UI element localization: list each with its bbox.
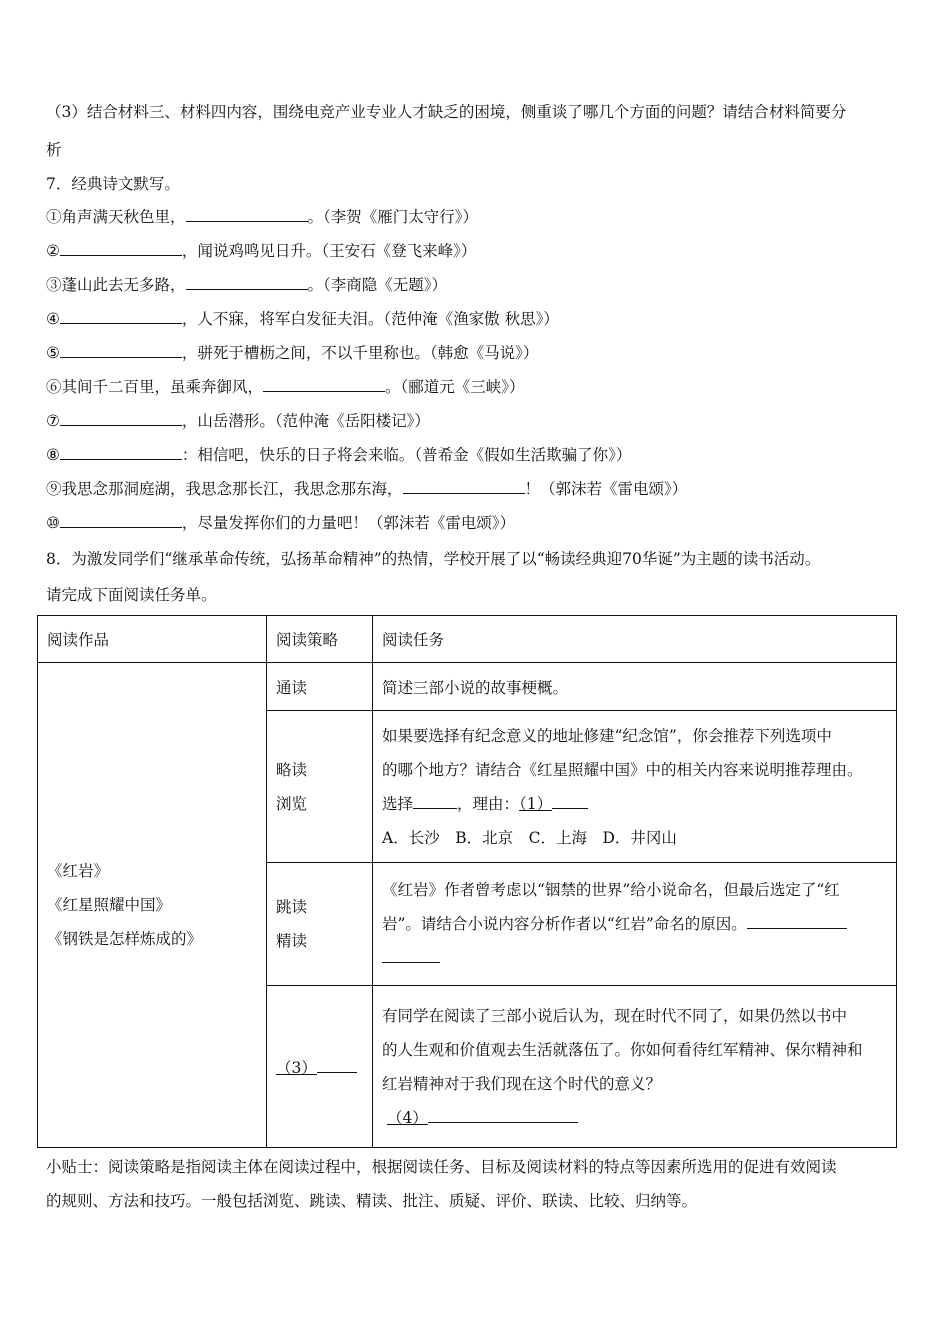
answer-blank[interactable] bbox=[186, 207, 308, 222]
answer-blank[interactable] bbox=[552, 794, 588, 809]
task-text: 有同学在阅读了三部小说后认为，现在时代不同了，如果仍然以书中 bbox=[382, 1006, 848, 1025]
header-task: 阅读任务 bbox=[373, 616, 897, 663]
task-text: 选择 ，理由：（1） bbox=[382, 787, 887, 821]
q6-3-line2: 析 bbox=[46, 141, 62, 159]
work-title: 《钢铁是怎样炼成的》 bbox=[47, 930, 203, 948]
q6-3-line1: （3）结合材料三、材料四内容，围绕电竞产业专业人才缺乏的困境，侧重谈了哪几个方面的问题？请结合材料简要分 bbox=[46, 103, 847, 121]
q8-line1: 8．为激发同学们“继承革命传统，弘扬革命精神”的热情，学校开展了以“畅读经典迎70华诞”为主题的读书活动。 bbox=[46, 550, 821, 568]
answer-blank[interactable] bbox=[263, 377, 385, 392]
header-strategy: 阅读策略 bbox=[267, 616, 373, 663]
q7-item: ⑧ ：相信吧，快乐的日子将会来临。（普希金《假如生活欺骗了你》） bbox=[46, 446, 632, 464]
task-cell bbox=[373, 986, 897, 1148]
strategy-label: 跳读 bbox=[276, 898, 308, 916]
q7-item: ② ，闻说鸡鸣见日升。（王安石《登飞来峰》） bbox=[46, 242, 477, 260]
answer-blank[interactable] bbox=[60, 445, 182, 460]
task-text: 的人生观和价值观去生活就落伍了。你如何看待红军精神、保尔精神和 bbox=[382, 1040, 863, 1059]
answer-blank[interactable] bbox=[747, 914, 847, 929]
header-works: 阅读作品 bbox=[38, 616, 267, 663]
strategy-cell bbox=[267, 711, 373, 863]
strategy-label: 浏览 bbox=[276, 794, 308, 813]
answer-blank[interactable] bbox=[60, 309, 182, 324]
work-title: 《红星照耀中国》 bbox=[47, 896, 172, 914]
q7-item: ⑨我思念那洞庭湖，我思念那长江，我思念那东海， ！（郭沫若《雷电颂》） bbox=[46, 480, 688, 498]
strategy-cell bbox=[267, 986, 373, 1148]
task-text: （4） bbox=[382, 1101, 887, 1135]
q7-item: ①角声满天秋色里， 。（李贺《雁门太守行》） bbox=[46, 208, 479, 226]
answer-blank[interactable] bbox=[60, 411, 182, 426]
task-cell bbox=[373, 711, 897, 863]
reading-task-table bbox=[37, 615, 897, 1148]
answer-blank[interactable] bbox=[186, 275, 308, 290]
task-text: 的哪个地方？请结合《红星照耀中国》中的相关内容来说明推荐理由。 bbox=[382, 760, 863, 779]
task-text: 岩”。请结合小说内容分析作者以“红岩”命名的原因。 bbox=[382, 907, 887, 941]
tip-line1: 小贴士：阅读策略是指阅读主体在阅读过程中，根据阅读任务、目标及阅读材料的特点等因素所选用的促进有效阅读 bbox=[46, 1158, 837, 1176]
task-text: 如果要选择有纪念意义的地址修建“纪念馆”，你会推荐下列选项中 bbox=[382, 726, 832, 745]
task-cell: 简述三部小说的故事梗概。 bbox=[373, 663, 897, 711]
strategy-blank-label: （3） bbox=[276, 1058, 317, 1077]
q7-title: 7．经典诗文默写。 bbox=[46, 175, 180, 193]
answer-blank[interactable] bbox=[403, 479, 525, 494]
answer-blank[interactable] bbox=[382, 948, 440, 963]
q7-item: ④ ，人不寐，将军白发征夫泪。（范仲淹《渔家傲 秋思》） bbox=[46, 310, 559, 328]
q7-item: ⑥其间千二百里，虽乘奔御风， 。（郦道元《三峡》） bbox=[46, 378, 525, 396]
task-text: 红岩精神对于我们现在这个时代的意义？ bbox=[382, 1074, 662, 1093]
options-text: A．长沙 B．北京 C．上海 D．井冈山 bbox=[382, 828, 677, 847]
q7-item: ⑩ ，尽量发挥你们的力量吧！（郭沫若《雷电颂》） bbox=[46, 514, 516, 532]
answer-blank[interactable] bbox=[413, 794, 457, 809]
strategy-cell bbox=[267, 863, 373, 986]
work-title: 《红岩》 bbox=[47, 862, 110, 880]
answer-blank[interactable] bbox=[428, 1108, 578, 1123]
q8-line2: 请完成下面阅读任务单。 bbox=[46, 586, 217, 604]
strategy-label: 精读 bbox=[276, 932, 308, 950]
strategy-cell: 通读 bbox=[267, 663, 373, 711]
task-text bbox=[382, 941, 887, 975]
works-cell bbox=[38, 663, 267, 1148]
answer-blank[interactable] bbox=[317, 1058, 357, 1073]
q7-item: ⑦ ，山岳潜形。（范仲淹《岳阳楼记》） bbox=[46, 412, 430, 430]
tip-line2: 的规则、方法和技巧。一般包括浏览、跳读、精读、批注、质疑、评价、联读、比较、归纳等。 bbox=[46, 1192, 698, 1210]
strategy-label: 略读 bbox=[276, 760, 308, 779]
task-cell bbox=[373, 863, 897, 986]
q7-item: ⑤ ，骈死于槽枥之间，不以千里称也。（韩愈《马说》） bbox=[46, 344, 539, 362]
answer-blank[interactable] bbox=[60, 241, 182, 256]
answer-blank[interactable] bbox=[60, 513, 182, 528]
q7-item: ③蓬山此去无多路， 。（李商隐《无题》） bbox=[46, 276, 448, 294]
task-text: 《红岩》作者曾考虑以“铟禁的世界”给小说命名，但最后选定了“红 bbox=[382, 881, 840, 899]
answer-blank[interactable] bbox=[60, 343, 182, 358]
